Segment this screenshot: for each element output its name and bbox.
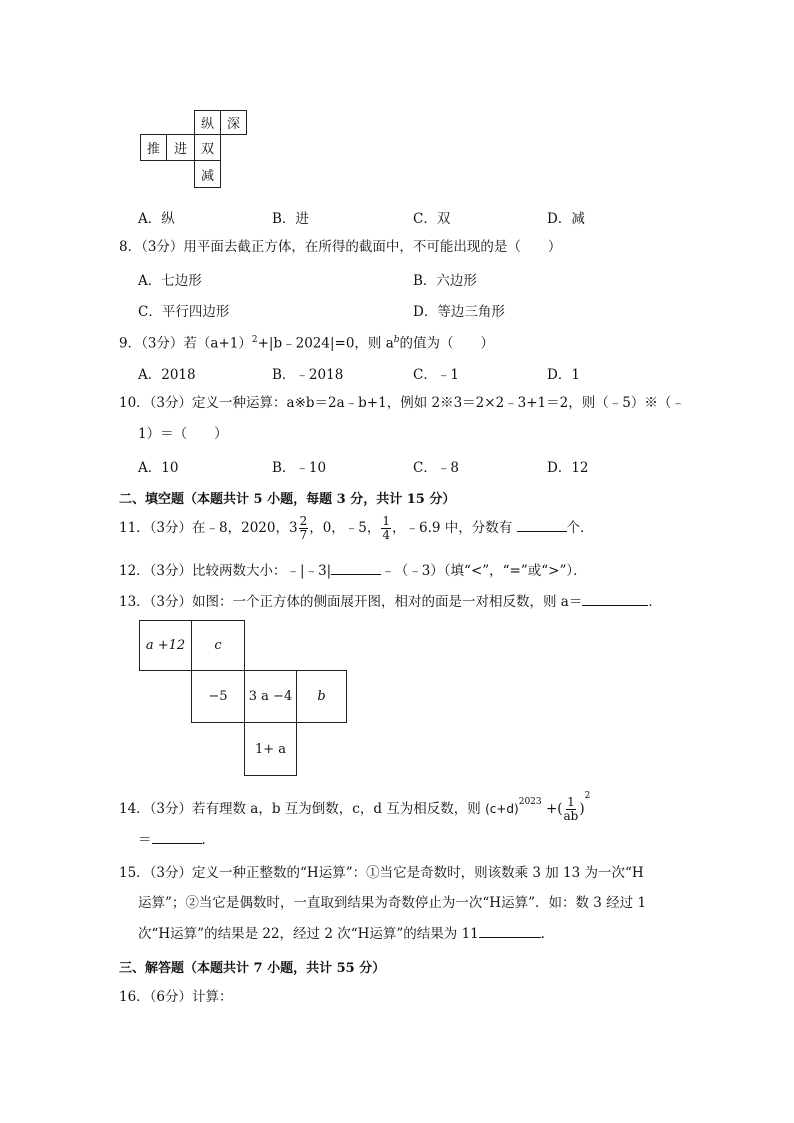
q8-option-b[interactable]: B．六边形	[413, 273, 477, 289]
q13-text: 13．（3分）如图：一个正方体的侧面展开图，相对的面是一对相反数，则 a＝	[119, 594, 583, 610]
q11-fraction-1-4	[381, 515, 391, 542]
net-cell-jian: 减	[194, 160, 221, 188]
q14-exponent-2023: 2023	[518, 796, 542, 807]
q13-stem	[119, 593, 662, 611]
q11-fraction-2-7	[299, 515, 309, 542]
q13-answer-blank[interactable]	[582, 593, 648, 606]
q11-frac2-denominator: 4	[382, 528, 391, 542]
net-cell-tui: 推	[140, 134, 167, 161]
q16-stem: 16．（6分）计算：	[119, 989, 233, 1005]
q15-stem-line3	[138, 925, 554, 943]
q15-text-tail: ．	[540, 926, 555, 942]
q11-text-mid: ，0，﹣5，	[309, 520, 381, 536]
q9-stem	[119, 331, 494, 353]
net2-cell-3a-minus-4: 3 a −4	[244, 670, 297, 723]
q15-answer-blank[interactable]	[479, 925, 541, 938]
q14-close-paren: )	[579, 801, 585, 817]
q14-plus-paren: +(	[545, 801, 563, 817]
q7-option-b[interactable]: B．进	[272, 211, 309, 227]
q12-answer-blank[interactable]	[331, 562, 381, 575]
q7-option-c[interactable]: C．双	[413, 211, 451, 227]
q9-option-b[interactable]: B．﹣2018	[272, 367, 344, 383]
q12-text-pre: 12．（3分）比较两数大小：﹣|﹣3|	[119, 563, 332, 579]
q11-frac1-numerator: 2	[299, 514, 308, 528]
q11-answer-blank[interactable]	[517, 519, 567, 532]
q8-option-c[interactable]: C．平行四边形	[138, 304, 230, 320]
q12-text-post: ﹣（﹣3）（填“<”，“=”或“>”）．	[381, 563, 587, 579]
q10-option-c[interactable]: C．﹣8	[413, 460, 459, 476]
q8-stem: 8．（3分）用平面去截正方体，在所得的截面中，不可能出现的是（ ）	[119, 239, 562, 255]
q15-stem-line2: 运算”；②当它是偶数时，一直取到结果为奇数停止为一次“H运算”．如：数 3 经过 1	[138, 895, 647, 911]
net2-cell-b: b	[296, 670, 347, 723]
q7-option-d[interactable]: D．减	[547, 211, 585, 227]
q7-option-a[interactable]: A．纵	[138, 211, 175, 227]
q9-text-mid: +|b﹣2024|=0，则 a	[257, 335, 394, 352]
q15-stem-line1: 15．（3分）定义一种正整数的“H运算”：①当它是奇数时，则该数乘 3 加 13 为一次“H	[119, 865, 644, 881]
q8-option-d[interactable]: D．等边三角形	[413, 304, 505, 320]
net2-cell-c: c	[191, 620, 245, 671]
q11-text-post: ，﹣6.9 中，分数有	[392, 520, 513, 536]
q10-stem-line1: 10．（3分）定义一种运算：a※b＝2a﹣b+1，例如 2※3＝2×2﹣3+1＝2，则（﹣5）※（﹣	[119, 395, 685, 411]
q14-text-tail: ．	[201, 832, 215, 848]
q14-frac-denominator: ab	[563, 809, 579, 823]
q11-frac2-numerator: 1	[382, 514, 391, 528]
q9-text-pre: 9．（3分）若（a+1）	[119, 335, 252, 352]
section-2-heading: 二、填空题（本题共计 5 小题，每题 3 分，共计 15 分）	[119, 492, 456, 507]
q14-equals: ＝	[138, 832, 152, 848]
q9-text-post: 的值为（ ）	[399, 335, 495, 352]
q11-frac1-denominator: 7	[299, 528, 308, 542]
net-cell-zong: 纵	[194, 110, 221, 135]
q9-exponent-2: 2	[251, 335, 258, 345]
q10-option-d[interactable]: D．12	[547, 460, 589, 476]
q12-stem	[119, 562, 587, 580]
q8-option-a[interactable]: A．七边形	[138, 273, 202, 289]
net2-cell-1-plus-a: 1+ a	[244, 722, 297, 776]
q11-text-pre: 11．（3分）在﹣8，2020，3	[119, 520, 298, 536]
q13-text-tail: ．	[648, 594, 662, 610]
q14-answer-blank[interactable]	[152, 831, 202, 844]
section-3-heading: 三、解答题（本题共计 7 小题，共计 55 分）	[119, 961, 386, 976]
q14-exponent-2: 2	[584, 790, 591, 801]
q14-expr-c-plus-d: (c+d)	[485, 802, 519, 816]
q11-text-tail: 个．	[566, 520, 594, 536]
q14-text-pre: 14．（3分）若有理数 a，b 互为倒数，c，d 互为相反数，则	[119, 801, 481, 817]
q14-frac-numerator: 1	[567, 795, 575, 809]
q15-text-line3: 次“H运算”的结果是 22，经过 2 次“H运算”的结果为 11	[138, 926, 479, 942]
q9-exponent-b: b	[393, 335, 400, 345]
q10-option-a[interactable]: A．10	[138, 460, 179, 476]
net-cell-shen: 深	[220, 110, 247, 135]
net2-cell-a-plus-12: a +12	[139, 620, 192, 671]
net2-cell-minus-5: −5	[191, 670, 245, 723]
q9-option-a[interactable]: A．2018	[138, 367, 196, 383]
q9-option-c[interactable]: C．﹣1	[413, 367, 459, 383]
net-cell-shuang: 双	[194, 134, 221, 161]
q14-stem-line2	[138, 831, 215, 849]
q11-stem	[119, 515, 594, 542]
q9-option-d[interactable]: D．1	[547, 367, 580, 383]
q10-stem-line2: 1）＝（ ）	[138, 426, 228, 442]
q14-fraction-1-ab	[564, 796, 579, 823]
q14-stem-line1	[119, 790, 591, 823]
q10-option-b[interactable]: B．﹣10	[272, 460, 327, 476]
net-cell-jin: 进	[166, 134, 195, 161]
